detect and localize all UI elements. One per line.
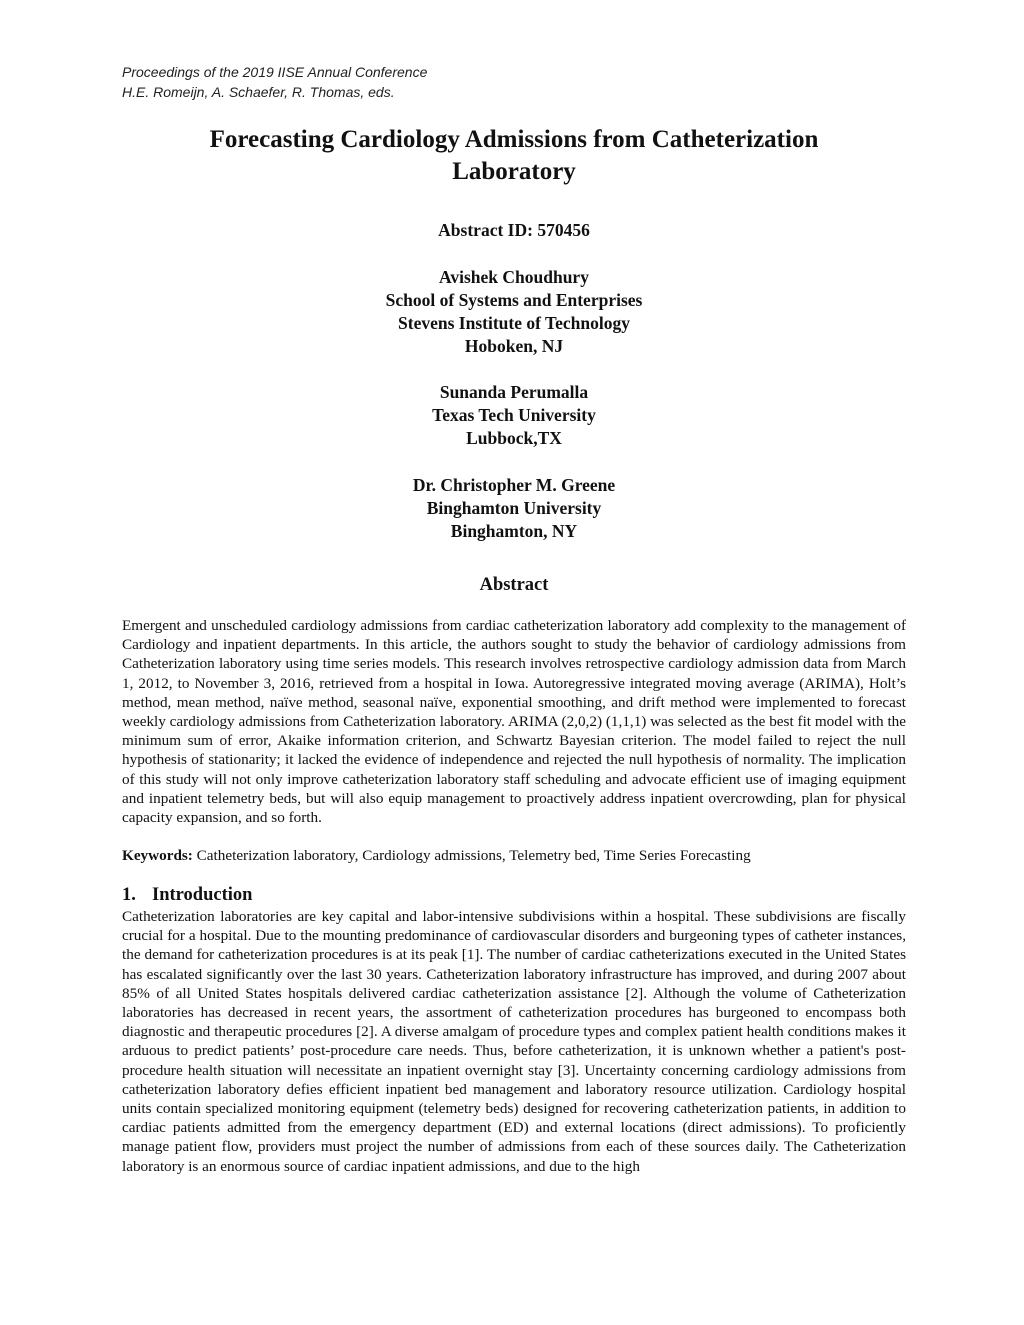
author-name: Dr. Christopher M. Greene xyxy=(412,475,616,495)
conference-header xyxy=(122,62,427,102)
section-number: 1. xyxy=(122,885,136,905)
keywords-label: Keywords: xyxy=(122,847,193,864)
author-affiliation: Binghamton University xyxy=(426,498,602,518)
author-affiliation: School of Systems and Enterprises xyxy=(385,290,643,310)
abstract-heading: Abstract xyxy=(479,575,549,595)
abstract-id: Abstract ID: 570456 xyxy=(438,220,590,240)
conference-name: Proceedings of the 2019 IISE Annual Conference xyxy=(122,64,428,80)
introduction-body: Catheterization laboratories are key capital and labor-intensive subdivisions within a hospital. These subdivisions are fiscally crucial for a hospital. Due to the mounting predominance of cardiovascular disorders and burgeoning types of catheter instances, the demand for catheterization procedures is at its peak [1]. The number of cardiac catheterizations executed in the United States has escalated significantly over the last 30 years. Catheterization laboratory infrastructure has improved, and during 2007 about 85% of all United States hospitals delivered cardiac catheterization assistance [2]. Although the volume of Catheterization laboratories has decreased in recent years, the assortment of catheterization procedures has burgeoned to encompass both diagnostic and therapeutic procedures [2]. A diverse amalgam of procedure types and complex patient health conditions makes it arduous to predict patients’ post-procedure care needs. Thus, before catheterization, it is unknown whether a patient's post-procedure health situation will necessitate an inpatient overnight stay [3]. Uncertainty concerning cardiology admissions from catheterization laboratory defies efficient inpatient bed management and laboratory resource utilization. Cardiology hospital units contain specialized monitoring equipment (telemetry beds) designed for recovering catheterization patients, in addition to cardiac patients admitted from the emergency department (ED) and external locations (direct admissions). To proficiently manage patient flow, providers must project the number of admissions from each of these sources daily. The Catheterization laboratory is an enormous source of cardiac inpatient admissions, and due to the high xyxy=(122,908,906,1175)
keywords-list: Catheterization laboratory, Cardiology admissions, Telemetry bed, Time Series Forecasting xyxy=(196,847,751,864)
section-heading-introduction xyxy=(122,884,252,907)
author-affiliation: Texas Tech University xyxy=(432,405,596,425)
section-title: Introduction xyxy=(152,885,253,905)
keywords xyxy=(122,846,906,865)
author-location: Binghamton, NY xyxy=(450,521,578,541)
author-block-2 xyxy=(122,381,906,450)
author-affiliation: Stevens Institute of Technology xyxy=(398,313,630,333)
paper-title xyxy=(122,124,906,188)
paper-title-line-1: Forecasting Cardiology Admissions from Catheterization xyxy=(209,126,819,153)
paper-title-line-2: Laboratory xyxy=(452,158,576,185)
author-block-3 xyxy=(122,474,906,543)
author-name: Avishek Choudhury xyxy=(439,267,589,287)
author-location: Hoboken, NJ xyxy=(464,336,564,356)
author-block-1 xyxy=(122,266,906,358)
author-name: Sunanda Perumalla xyxy=(439,382,589,402)
conference-editors: H.E. Romeijn, A. Schaefer, R. Thomas, eds. xyxy=(122,84,395,100)
abstract-body: Emergent and unscheduled cardiology admissions from cardiac catheterization laboratory add complexity to the management of Cardiology and inpatient departments. In this article, the authors sought to study the behavior of cardiology admissions from Catheterization laboratory using time series models. This research involves retrospective cardiology admission data from March 1, 2012, to November 3, 2016, retrieved from a hospital in Iowa. Autoregressive integrated moving average (ARIMA), Holt’s method, mean method, naïve method, seasonal naïve, exponential smoothing, and drift method were implemented to forecast weekly cardiology admissions from Catheterization laboratory. ARIMA (2,0,2) (1,1,1) was selected as the best fit model with the minimum sum of error, Akaike information criterion, and Schwartz Bayesian criterion. The model failed to reject the null hypothesis of stationarity; it lacked the evidence of independence and rejected the null hypothesis of normality. The implication of this study will not only improve catheterization laboratory staff scheduling and advocate efficient use of imaging equipment and inpatient telemetry beds, but will also equip management to proactively address inpatient overcrowding, plan for physical capacity expansion, and so forth. xyxy=(122,617,906,827)
author-location: Lubbock,TX xyxy=(466,428,562,448)
